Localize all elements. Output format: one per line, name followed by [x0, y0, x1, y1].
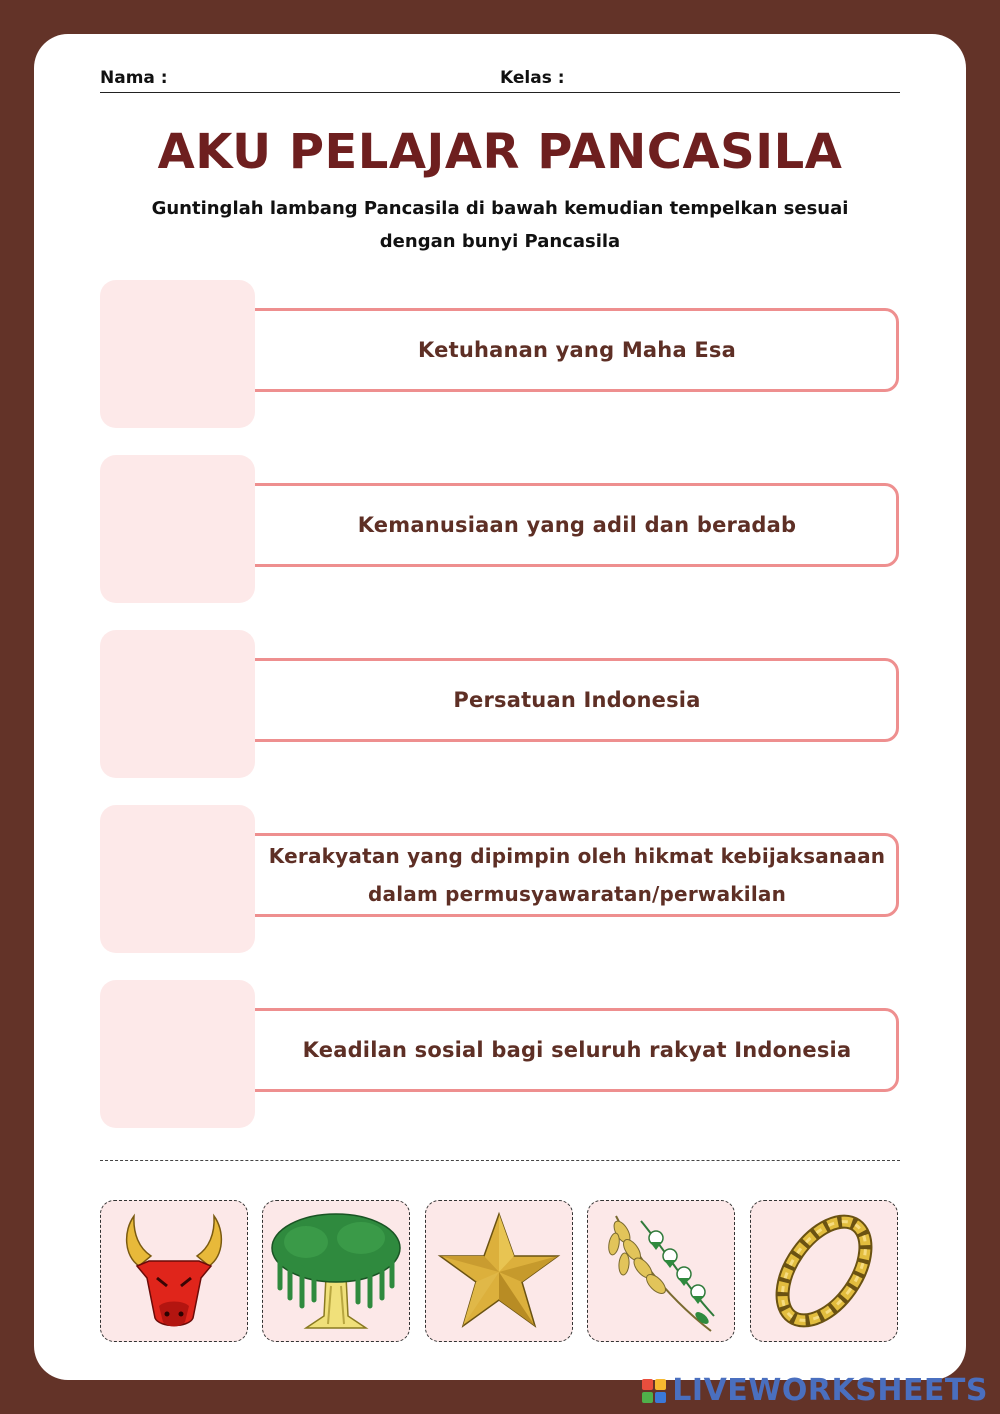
paste-box-3[interactable] [100, 630, 255, 778]
symbol-card-star[interactable] [425, 1200, 573, 1342]
symbol-card-tree[interactable] [262, 1200, 410, 1342]
instruction-line-2: dengan bunyi Pancasila [379, 231, 621, 252]
name-label: Nama : [100, 68, 168, 88]
banyan-tree-icon [266, 1206, 406, 1336]
principle-text-4-line-1: Kerakyatan yang dipimpin oleh hikmat kebijaksanaan [268, 844, 886, 868]
principle-box-5 [230, 1008, 899, 1092]
principle-text-4 [269, 837, 885, 913]
page-title: AKU PELAJAR PANCASILA [157, 124, 843, 180]
watermark-logo-icon [642, 1379, 666, 1403]
principle-box-1 [230, 308, 899, 392]
principle-row-3 [100, 630, 900, 780]
paste-box-1[interactable] [100, 280, 255, 428]
instruction-text [150, 192, 850, 258]
principle-text-4-line-2: dalam permusyawaratan/perwakilan [367, 882, 787, 906]
principle-row-5 [100, 980, 900, 1130]
chain-icon [759, 1206, 889, 1336]
star-icon [434, 1206, 564, 1336]
principle-box-3 [230, 658, 899, 742]
symbol-card-rice-cotton[interactable] [587, 1200, 735, 1342]
paste-box-5[interactable] [100, 980, 255, 1128]
principle-text-5: Keadilan sosial bagi seluruh rakyat Indonesia [302, 1038, 852, 1062]
principle-box-2 [230, 483, 899, 567]
principle-text-3: Persatuan Indonesia [453, 688, 701, 712]
symbol-card-bull[interactable] [100, 1200, 248, 1342]
principle-text-2: Kemanusiaan yang adil dan beradab [357, 513, 797, 537]
class-label: Kelas : [500, 68, 565, 88]
principle-row-2 [100, 455, 900, 605]
principle-text-1: Ketuhanan yang Maha Esa [418, 338, 736, 362]
paste-box-2[interactable] [100, 455, 255, 603]
principle-row-1 [100, 280, 900, 430]
bull-head-icon [109, 1206, 239, 1336]
rice-cotton-icon [596, 1206, 726, 1336]
cut-line [100, 1160, 900, 1161]
principle-box-4 [230, 833, 899, 917]
symbol-card-chain[interactable] [750, 1200, 898, 1342]
watermark [642, 1373, 988, 1408]
name-field[interactable] [100, 92, 495, 93]
paste-box-4[interactable] [100, 805, 255, 953]
class-field[interactable] [495, 92, 900, 93]
instruction-line-1: Guntinglah lambang Pancasila di bawah kemudian tempelkan sesuai [151, 198, 849, 219]
watermark-text: LIVEWORKSHEETS [672, 1373, 988, 1408]
principle-row-4 [100, 805, 900, 955]
